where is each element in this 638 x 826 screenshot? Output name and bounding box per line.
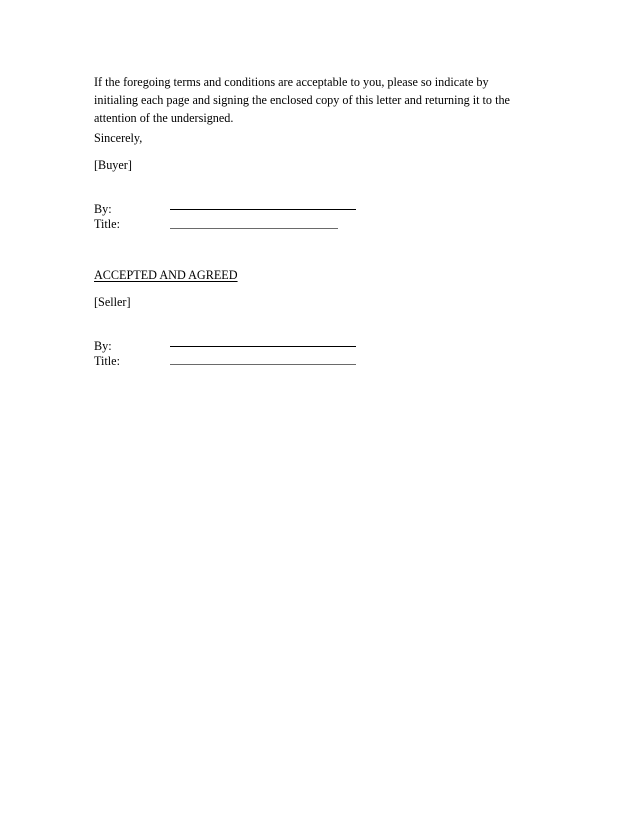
seller-title-line[interactable] [170, 352, 356, 365]
buyer-title-label: Title: [94, 217, 120, 231]
paragraph-line: attention of the undersigned. [94, 111, 234, 125]
paragraph-line: initialing each page and signing the enclosed copy of this letter and returning it to the [94, 93, 510, 107]
buyer-title-line[interactable] [170, 216, 338, 229]
seller-signature-line[interactable] [170, 332, 356, 347]
closing-salutation: Sincerely, [94, 131, 143, 145]
accepted-and-agreed-heading: ACCEPTED AND AGREED [94, 268, 238, 282]
seller-by-label: By: [94, 339, 112, 353]
buyer-signature-line[interactable] [170, 195, 356, 210]
seller-title-label: Title: [94, 354, 120, 368]
acceptance-paragraph [94, 73, 544, 127]
seller-placeholder: [Seller] [94, 295, 131, 309]
paragraph-line: If the foregoing terms and conditions are acceptable to you, please so indicate by [94, 75, 489, 89]
buyer-by-label: By: [94, 202, 112, 216]
buyer-placeholder: [Buyer] [94, 158, 132, 172]
